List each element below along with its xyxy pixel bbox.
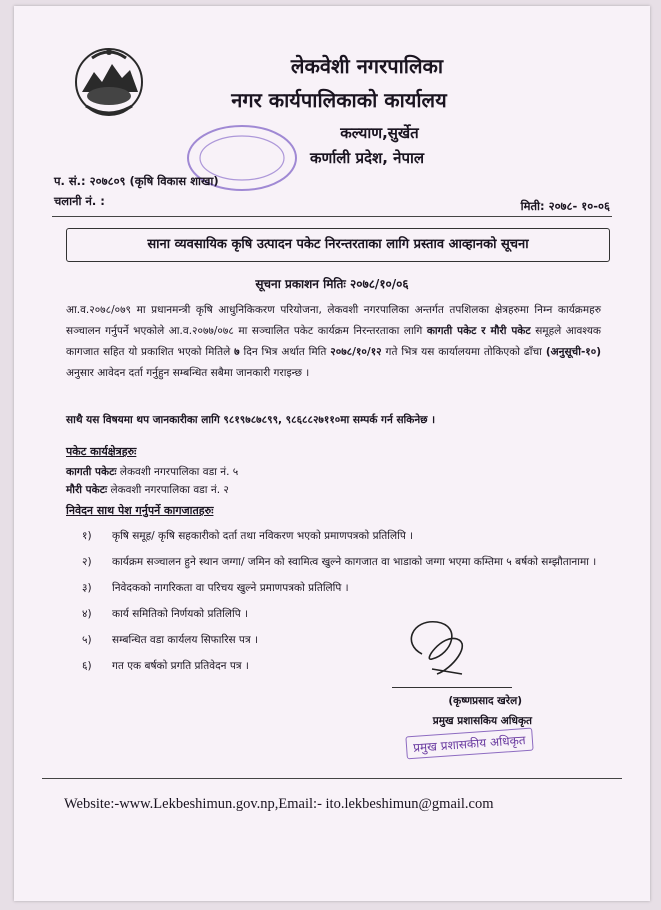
signatory-title: प्रमुख प्रशासकिय अधिकृत: [432, 715, 532, 727]
pocket-value: लेकवशी नगरपालिका वडा नं. ५: [119, 466, 239, 478]
list-item: [82, 527, 602, 545]
dispatch-number: चलानी नं. :: [54, 194, 105, 208]
office-location: कल्याण,सुर्खेत: [340, 124, 419, 142]
issue-date: मिती: २०७८- १०-०६: [520, 199, 610, 213]
list-number: ३): [82, 582, 92, 594]
notice-body: [66, 300, 601, 384]
province-name: कर्णाली प्रदेश, नेपाल: [309, 149, 425, 167]
pocket-heading: पकेट कार्यक्षेत्रहरुः: [66, 445, 137, 458]
list-item: [82, 631, 602, 649]
publication-date: सूचना प्रकाशन मितिः २०७८/१०/०६: [255, 277, 409, 291]
body-bold: (अनुसूची-१०): [545, 346, 602, 358]
body-text: गते भित्र यस कार्यालयमा तोकिएको ढाँचा: [385, 346, 542, 358]
list-item: [82, 553, 602, 571]
body-text: अनुसार आवेदन दर्ता गर्नुहुन सम्बन्धित सबैमा जानकारी गराइन्छ ।: [66, 367, 310, 379]
documents-heading: निवेदन साथ पेश गर्नुपर्ने कागजातहरुः: [66, 504, 214, 517]
signatory-name: (कृष्णप्रसाद खरेल): [448, 695, 522, 707]
documents-list: [82, 527, 602, 683]
body-bold: कागती पकेट र मौरी पकेट: [426, 325, 531, 337]
list-text: निवेदकको नागरिकता वा परिचय खुल्ने प्रमाणपत्रको प्रतिलिपि ।: [112, 582, 349, 594]
body-text: समूहले आवश्यक कागजात सहित यो प्रकाशित भएको मितिले: [66, 325, 601, 358]
footer-contact: Website:-www.Lekbeshimun.gov.np,Email:- ito.lekbeshimun@gmail.com: [64, 796, 494, 812]
pocket-item: [66, 465, 238, 479]
municipality-name: लेकवेशी नगरपालिका: [290, 54, 444, 78]
reference-number: प. सं.: २०७८०९ (कृषि विकास शाखा): [54, 174, 219, 188]
pocket-item: [66, 483, 229, 497]
pocket-label: कागती पकेटः: [66, 466, 117, 478]
signatory-stamp: प्रमुख प्रशासकीय अधिकृत: [405, 728, 533, 760]
list-number: १): [82, 530, 92, 542]
divider: [52, 216, 612, 217]
list-item: [82, 579, 602, 597]
list-text: सम्बन्धित वडा कार्यलय सिफारिस पत्र ।: [112, 634, 259, 646]
list-item: [82, 657, 602, 675]
notice-document: [14, 6, 650, 901]
pocket-label: मौरी पकेटः: [66, 484, 108, 496]
notice-title: साना व्यवसायिक कृषि उत्पादन पकेट निरन्तरताका लागि प्रस्ताव आव्हानको सूचना: [66, 228, 610, 262]
list-text: कार्यक्रम सञ्चालन हुने स्थान जग्गा/ जमिन को स्वामित्व खुल्ने कागजात वा भाडाको जग्गा भएमा कम्तिमा ५ बर्षको सम्झौतानामा ।: [112, 556, 597, 568]
body-text: दिन भित्र अर्थात मिति: [243, 346, 327, 358]
list-number: ५): [82, 634, 92, 646]
handwritten-signature-icon: [392, 614, 482, 684]
body-bold: ७: [234, 346, 240, 358]
list-text: कृषि समूह/ कृषि सहकारीको दर्ता तथा नविकरण भएको प्रमाणपत्रको प्रतिलिपि ।: [112, 530, 414, 542]
signature-line: [392, 687, 512, 688]
list-text: गत एक बर्षको प्रगति प्रतिवेदन पत्र ।: [112, 660, 249, 672]
body-text: आ.व.२०७८/०७९ मा प्रधानमन्त्री कृषि आधुनिकिकरण परियोजना, लेकवशी नगरपालिका अन्तर्गत तपशिलका क्षेत्रहरुमा निम्न कार्यक्रमहरु सञ्चालन गर्नुपर्ने भएकोले आ.व.२०७७/०७८ मा सञ्चालित पकेट कार्यक्रम निरन्तरताका लागि: [66, 304, 601, 337]
list-number: ६): [82, 660, 92, 672]
contact-line: साथै यस विषयमा थप जानकारीका लागि ९८१९७८७८९९, ९८६८८२७११०मा सम्पर्क गर्न सकिनेछ ।: [66, 414, 436, 426]
list-text: कार्य समितिको निर्णयको प्रतिलिपि ।: [112, 608, 249, 620]
list-item: [82, 605, 602, 623]
body-bold: २०७८/१०/१२: [330, 346, 382, 358]
pocket-value: लेकवशी नगरपालिका वडा नं. २: [110, 484, 229, 496]
footer-divider: [42, 778, 622, 779]
office-name: नगर कार्यपालिकाको कार्यालय: [231, 88, 447, 112]
list-number: २): [82, 556, 92, 568]
list-number: ४): [82, 608, 92, 620]
